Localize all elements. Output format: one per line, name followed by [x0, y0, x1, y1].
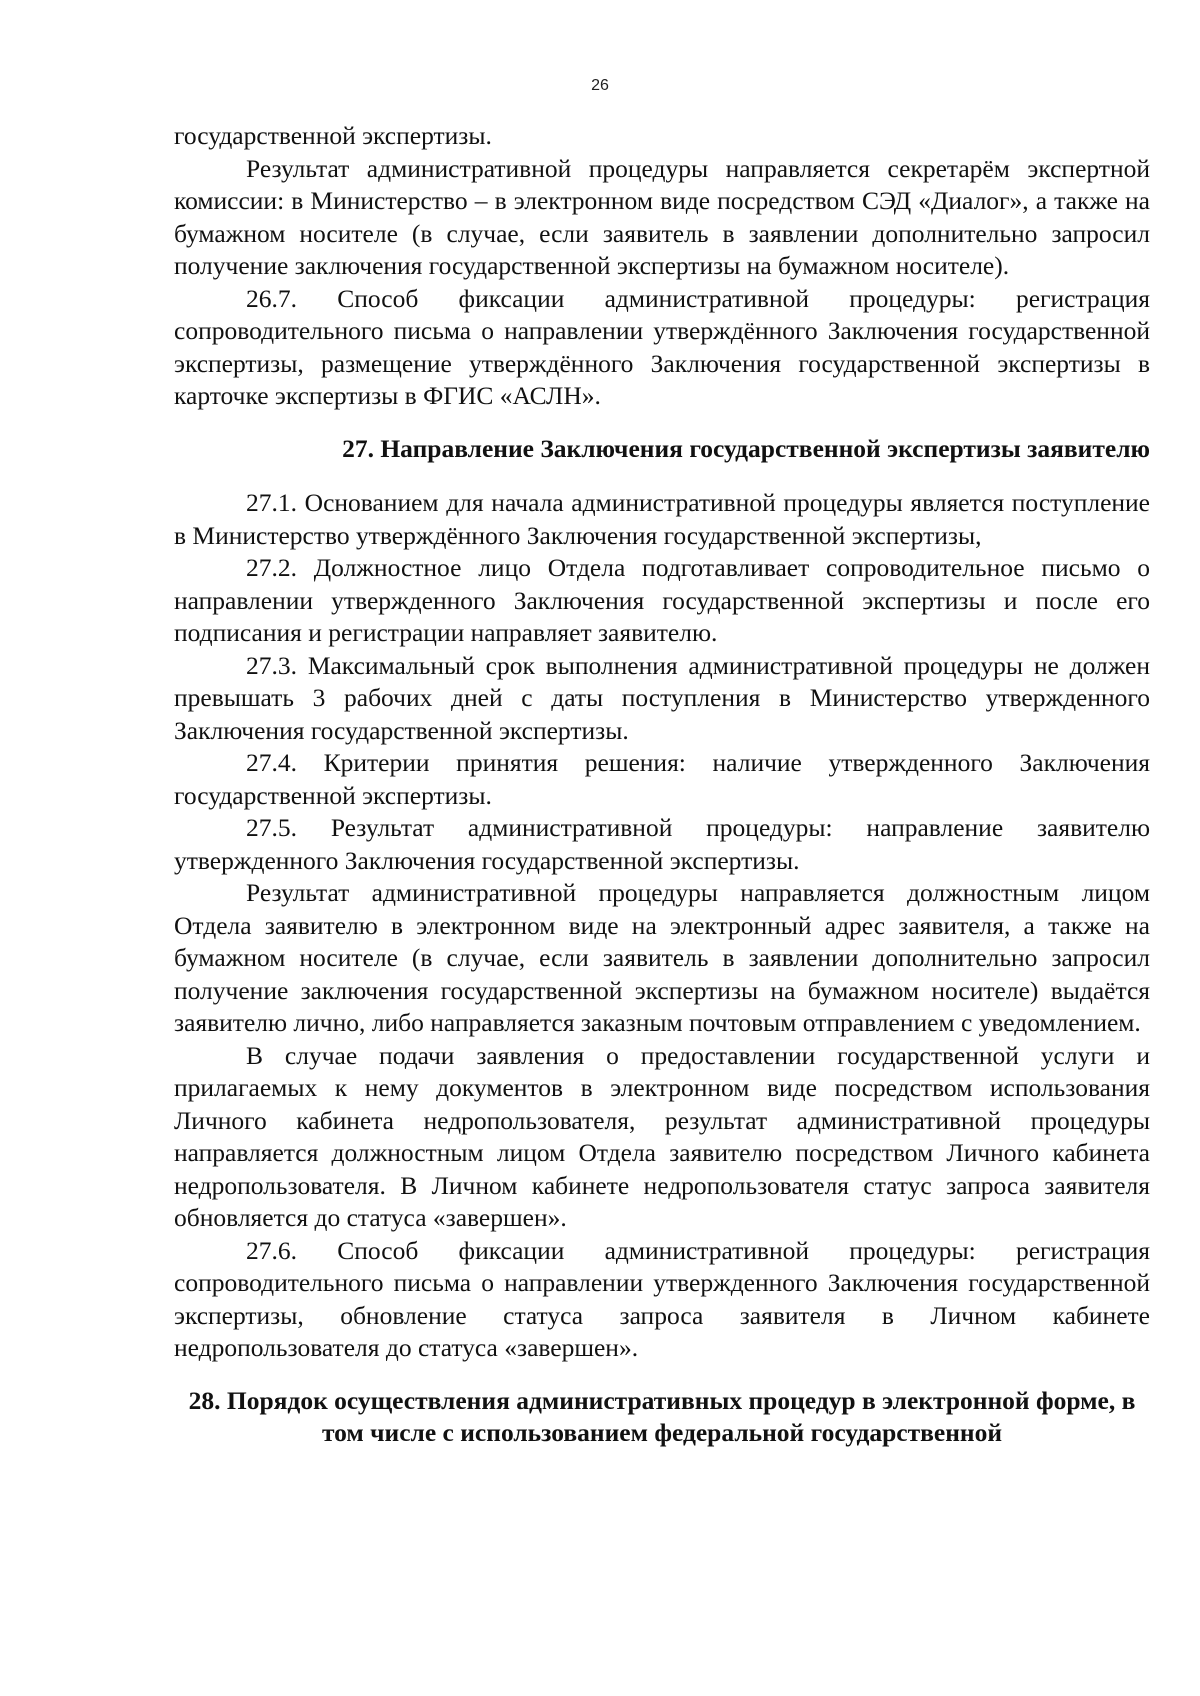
- paragraph-27-1: 27.1. Основанием для начала административной процедуры является поступление в Министерство утверждённого Заключения государственной экспертизы,: [174, 488, 1150, 550]
- section-heading-27: 27. Направление Заключения государственной экспертизы заявителю: [342, 433, 1150, 463]
- section-heading-28: 28. Порядок осуществления административных процедур в электронной форме, в том числе с использованием федеральной государственной: [188, 1385, 1136, 1447]
- paragraph-27-6: 27.6. Способ фиксации административной процедуры: регистрация сопроводительного письма о направлении утвержденного Заключения государственной экспертизы, обновление статуса запроса заявителя в Личном кабинете недропользователя до статуса «завершен».: [174, 1235, 1150, 1362]
- spacer: [174, 465, 1150, 487]
- document-body: [174, 120, 1150, 1450]
- paragraph-27-3: 27.3. Максимальный срок выполнения административной процедуры не должен превышать 3 рабочих дней с даты поступления в Министерство утвержденного Заключения государственной экспертизы.: [174, 650, 1150, 745]
- spacer: [174, 1365, 1150, 1385]
- paragraph-electronic-submission: В случае подачи заявления о предоставлении государственной услуги и прилагаемых к нему документов в электронном виде посредством использования Личного кабинета недропользователя, результат административной процедуры направляется должностным лицом Отдела заявителю посредством Личного кабинета недропользователя. В Личном кабинете недропользователя статус запроса заявителя обновляется до статуса «завершен».: [174, 1040, 1150, 1232]
- paragraph-27-4: 27.4. Критерии принятия решения: наличие утвержденного Заключения государственной экспертизы.: [174, 748, 1150, 810]
- paragraph-27-5: 27.5. Результат административной процедуры: направление заявителю утвержденного Заключения государственной экспертизы.: [174, 813, 1150, 875]
- spacer: [174, 413, 1150, 433]
- paragraph-result-secretary: Результат административной процедуры направляется секретарём экспертной комиссии: в Министерство – в электронном виде посредством СЭД «Диалог», а также на бумажном носителе (в случае, если заявитель в заявлении дополнительно запросил получение заключения государственной экспертизы на бумажном носителе).: [174, 153, 1150, 280]
- paragraph-26-7: 26.7. Способ фиксации административной процедуры: регистрация сопроводительного письма о направлении утверждённого Заключения государственной экспертизы, размещение утверждённого Заключения государственной экспертизы в карточке экспертизы в ФГИС «АСЛН».: [174, 283, 1150, 410]
- paragraph-result-official: Результат административной процедуры направляется должностным лицом Отдела заявителю в электронном виде на электронный адрес заявителя, а также на бумажном носителе (в случае, если заявитель в заявлении дополнительно запросил получение заключения государственной экспертизы на бумажном носителе) выдаётся заявителю лично, либо направляется заказным почтовым отправлением с уведомлением.: [174, 878, 1150, 1037]
- paragraph-continuation: государственной экспертизы.: [174, 121, 492, 150]
- page-number: 26: [591, 77, 609, 94]
- paragraph-27-2: 27.2. Должностное лицо Отдела подготавливает сопроводительное письмо о направлении утвержденного Заключения государственной экспертизы и после его подписания и регистрации направляет заявителю.: [174, 553, 1150, 647]
